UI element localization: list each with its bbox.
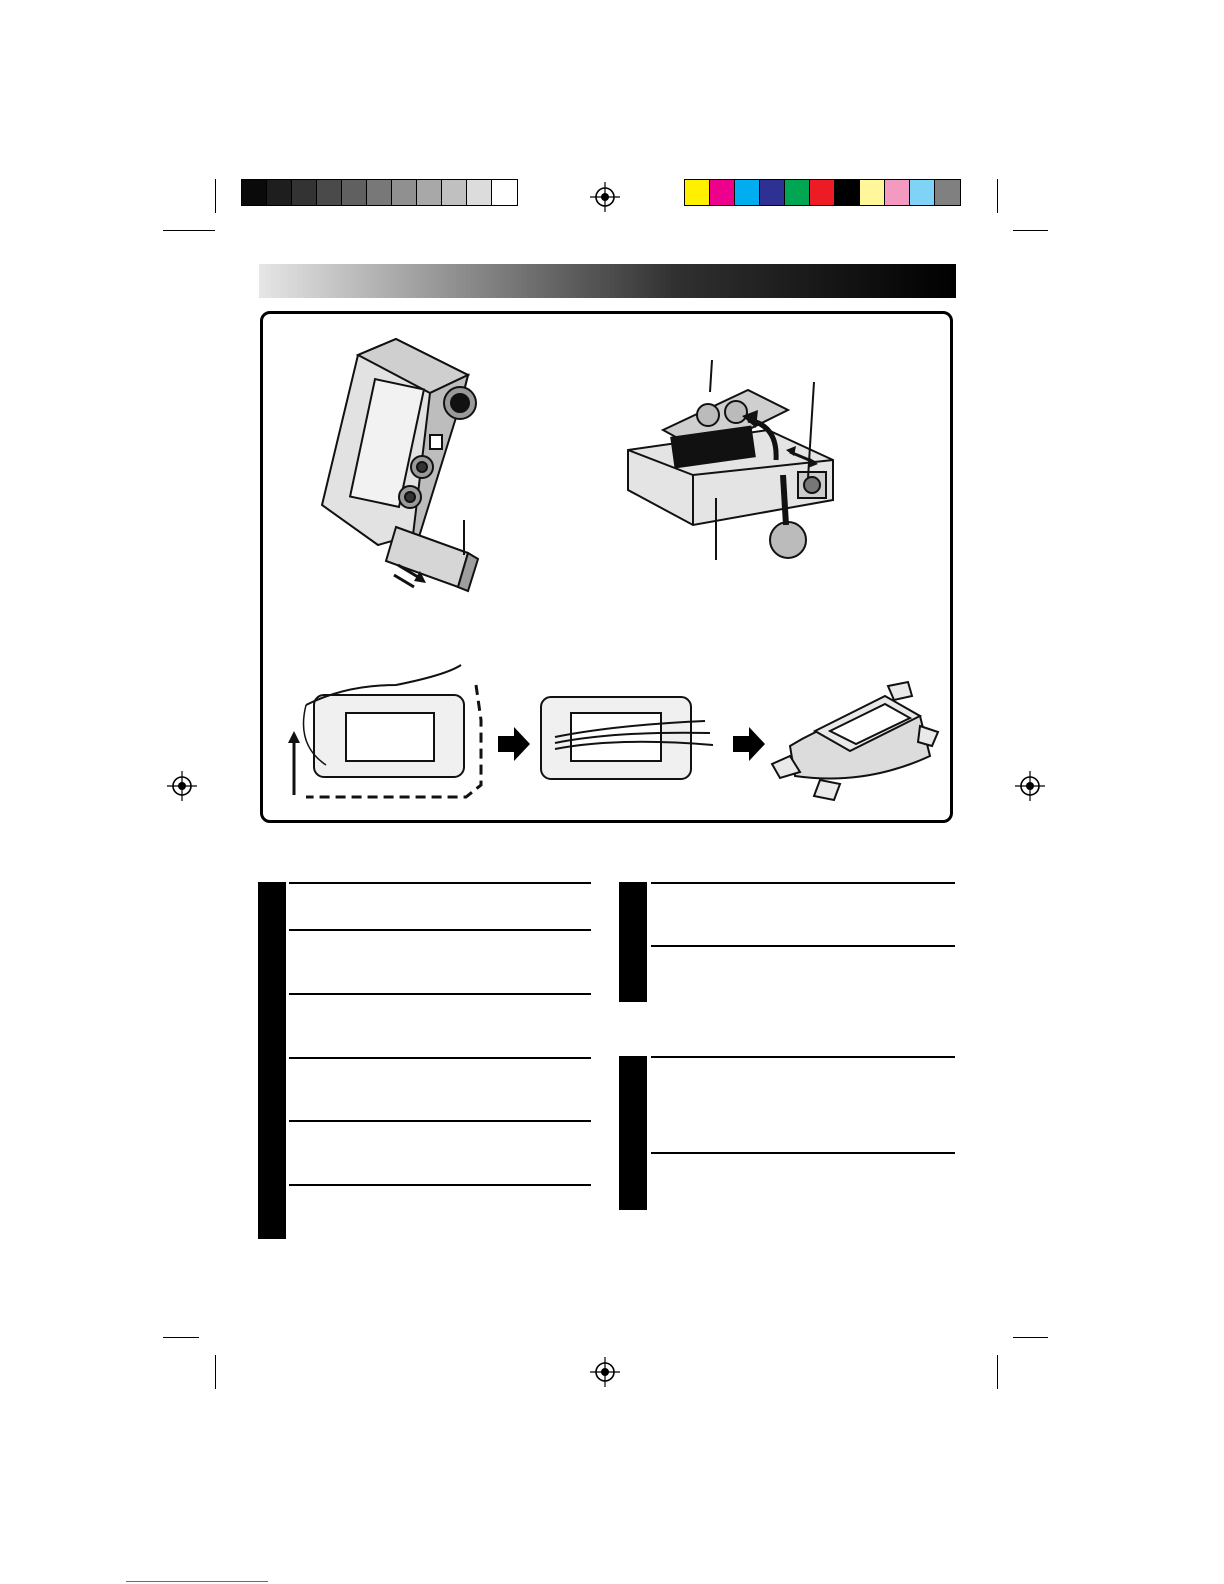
process-color-swatch (810, 180, 835, 205)
process-color-swatch (910, 180, 935, 205)
process-color-swatch (710, 180, 735, 205)
crop-mark-bottom-left-vertical (215, 1355, 216, 1389)
section-rule (289, 929, 591, 931)
camera-cassette-illustration (618, 360, 848, 565)
grayscale-swatch (417, 180, 442, 205)
process-color-swatch (860, 180, 885, 205)
right-arrow-icon (733, 727, 765, 761)
process-color-bar (684, 179, 961, 206)
crop-mark-top-right-vertical (997, 179, 998, 213)
process-color-swatch (885, 180, 910, 205)
crop-mark-top-left-vertical (215, 179, 216, 213)
section-rule (651, 1056, 955, 1058)
section-rule (289, 1120, 591, 1122)
bottom-underline (126, 1581, 268, 1582)
section-rule (651, 945, 955, 947)
grayscale-swatch (467, 180, 492, 205)
grayscale-swatch (492, 180, 517, 205)
registration-mark-icon (590, 182, 620, 212)
registration-mark-icon (167, 771, 197, 801)
registration-mark-icon (1015, 771, 1045, 801)
section-rule (289, 882, 591, 884)
process-color-swatch (785, 180, 810, 205)
section-tab-right-bottom (619, 1056, 647, 1210)
process-color-swatch (935, 180, 960, 205)
grayscale-swatch (367, 180, 392, 205)
section-rule (289, 1184, 591, 1186)
section-tab-right-top (619, 882, 647, 1002)
process-color-swatch (835, 180, 860, 205)
grayscale-swatch (442, 180, 467, 205)
crop-mark-bottom-left-horizontal (163, 1337, 199, 1338)
cable-holder-step-1-illustration (286, 645, 486, 805)
crop-mark-top-left-horizontal (163, 230, 215, 231)
cable-holder-step-3-illustration (770, 676, 940, 802)
process-color-swatch (735, 180, 760, 205)
grayscale-swatch (317, 180, 342, 205)
cable-holder-step-2-illustration (535, 685, 725, 785)
right-arrow-icon (498, 727, 530, 761)
section-rule (289, 1057, 591, 1059)
grayscale-swatch (392, 180, 417, 205)
grayscale-color-bar (241, 179, 518, 206)
process-color-swatch (760, 180, 785, 205)
section-tab-left (258, 882, 286, 1239)
section-rule (651, 882, 955, 884)
section-header-band (259, 264, 956, 298)
crop-mark-bottom-right-vertical (997, 1355, 998, 1389)
grayscale-swatch (342, 180, 367, 205)
camera-battery-illustration (318, 335, 498, 595)
section-rule (289, 993, 591, 995)
process-color-swatch (685, 180, 710, 205)
registration-mark-icon (590, 1357, 620, 1387)
grayscale-swatch (267, 180, 292, 205)
section-rule (651, 1152, 955, 1154)
crop-mark-bottom-right-horizontal (1013, 1337, 1048, 1338)
grayscale-swatch (292, 180, 317, 205)
crop-mark-top-right-horizontal (1013, 230, 1048, 231)
grayscale-swatch (242, 180, 267, 205)
